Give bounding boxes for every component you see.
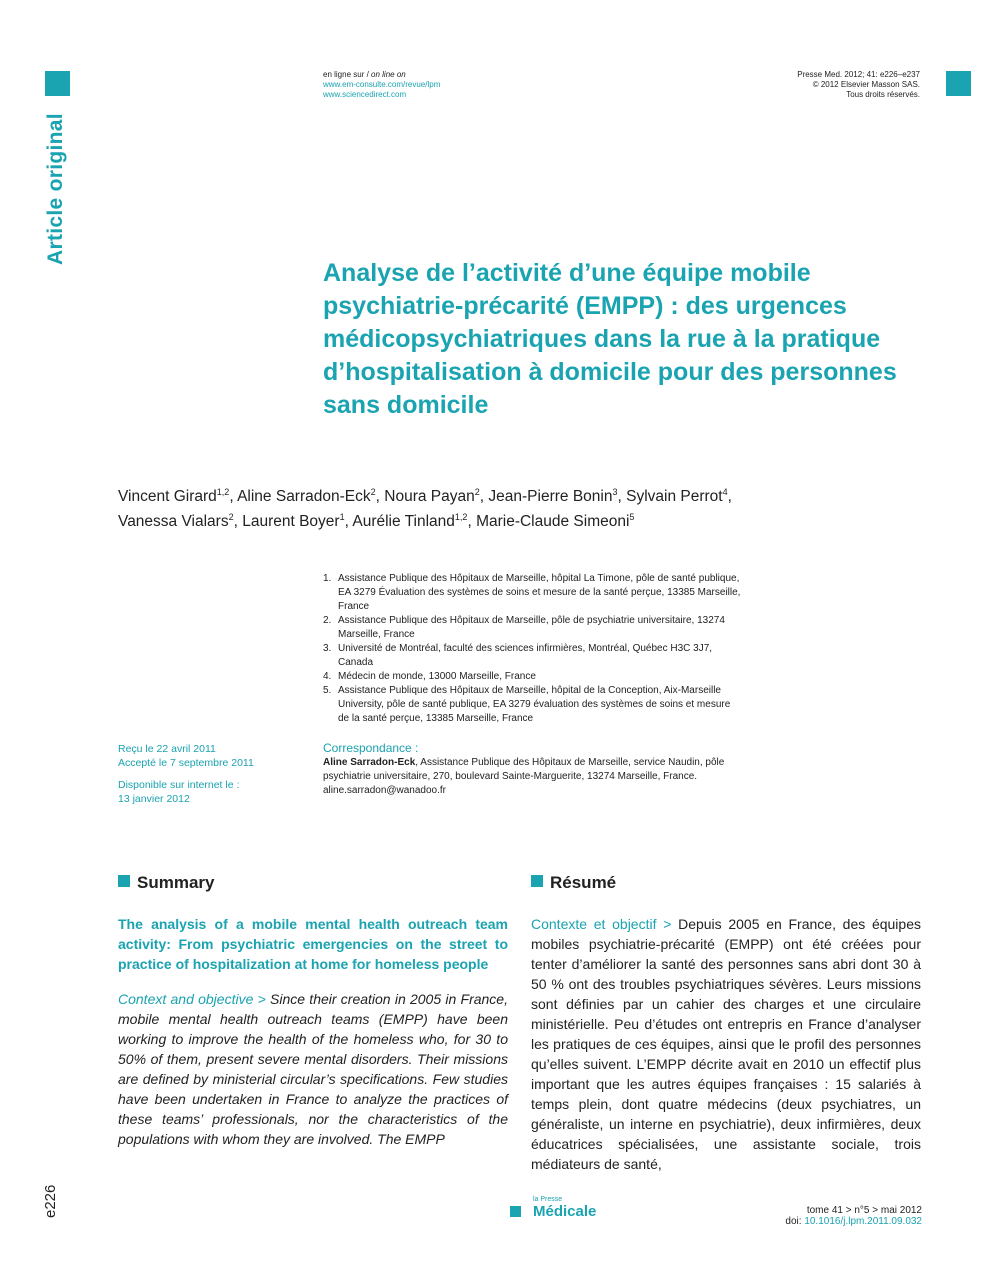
- author: Aline Sarradon-Eck$^2$,: [237, 487, 385, 505]
- affiliation-item: 3. Université de Montréal, faculté des sciences infirmières, Montréal, Québec H3C 3J7, Canada: [323, 643, 713, 668]
- summary-body: Context and objective > Since their creation in 2005 in France, mobile mental health outreach teams (EMPP) have been working to improve the health of the homeless who, for 30 to 50% of them, present severe mental disorders. Their missions are defined by ministerial circular’s specifications. Few studies have been undertaken in France to analyze the practices of these teams’ professionals, nor the characteristics of the populations with whom they are involved. The EMPP: [118, 991, 508, 1147]
- footer-reference: tome 41 > n°5 > mai 2012 doi: 10.1016/j.lpm.2011.09.032: [785, 1205, 922, 1227]
- author: Aurélie Tinland$^{1,2}$,: [352, 512, 477, 530]
- corner-square-right: [946, 71, 971, 96]
- issue-info: tome 41 > n°5 > mai 2012: [806, 1205, 922, 1216]
- em-consulte-link[interactable]: www.em-consulte.com/revue/lpm: [323, 80, 441, 89]
- author: Jean-Pierre Bonin$^3$,: [488, 487, 627, 505]
- accepted-date: Accepté le 7 septembre 2011: [118, 757, 254, 769]
- journal-reference: Presse Med. 2012; 41: e226–e237 © 2012 Elsevier Masson SAS. Tous droits réservés.: [797, 70, 920, 99]
- article-dates: [118, 742, 298, 806]
- author: Vincent Girard$^{1,2}$,: [118, 487, 238, 505]
- affiliation-item: 4. Médecin de monde, 13000 Marseille, France: [323, 671, 536, 682]
- author: Sylvain Perrot$^4$,: [626, 487, 732, 505]
- affiliation-list: [323, 572, 743, 726]
- logo-square: [510, 1206, 521, 1217]
- heading-square: [531, 875, 543, 887]
- author: Laurent Boyer$^1$,: [242, 512, 353, 530]
- received-date: Reçu le 22 avril 2011: [118, 743, 216, 755]
- correspondence-heading: Correspondance :: [323, 741, 419, 755]
- page-number: e226: [42, 1184, 59, 1218]
- online-date: 13 janvier 2012: [118, 793, 190, 805]
- correspondence-block: [323, 741, 743, 798]
- correspondent-email[interactable]: aline.sarradon@wanadoo.fr: [323, 785, 447, 796]
- affiliation-item: 1. Assistance Publique des Hôpitaux de Marseille, hôpital La Timone, pôle de santé publique, EA 3279 Évaluation des systèmes de soins et mesure de la santé perçue, 13385 Marseille, France: [323, 573, 741, 612]
- doi-link[interactable]: 10.1016/j.lpm.2011.09.032: [804, 1216, 922, 1227]
- correspondent-name: Aline Sarradon-Eck: [323, 757, 416, 768]
- author: Marie-Claude Simeoni$^5$: [476, 512, 635, 530]
- summary-heading: Summary: [118, 873, 214, 893]
- correspondent-address: , Assistance Publique des Hôpitaux de Marseille, service Naudin, pôle psychiatrie universitaire, 270, boulevard Sainte-Marguerite, 13274 Marseille, France.: [323, 757, 725, 782]
- summary-lead: Context and objective >: [118, 991, 271, 1007]
- author: Vanessa Vialars$^2$,: [118, 512, 243, 530]
- journal-logo: la Presse Médicale: [510, 1196, 596, 1220]
- summary-english-title: The analysis of a mobile mental health outreach team activity: From psychiatric emergencies on the street to practice of hospitalization at home for homeless people: [118, 916, 508, 972]
- resume-body: Contexte et objectif > Depuis 2005 en France, des équipes mobiles psychiatrie-précarité (EMPP) ont été créées pour tenter d’améliorer la santé des personnes sans abri dont 30 à 50 % ont des troubles psychiatriques sévères. Leurs missions sont définies par un cahier des charges et une circulaire ministérielle. Peu d’études ont entrepris en France d’analyser les pratiques de ces équipes, ainsi que le profil des personnes qu’elles suivent. L’EMPP décrite avait en 2010 un effectif plus important que les autres équipes françaises : 15 salariés à temps plein, dont quatre médecins (deux psychiatres, un généraliste, un interne en psychiatrie), deux infirmières, deux éducatrices spécialisées, une assistante sociale, trois médiateurs de santé,: [531, 916, 921, 1172]
- corner-square-left: [45, 71, 70, 96]
- resume-lead: Contexte et objectif >: [531, 916, 679, 932]
- resume-heading: Résumé: [531, 873, 616, 893]
- affiliation-item: 2. Assistance Publique des Hôpitaux de Marseille, pôle de psychiatrie universitaire, 13274 Marseille, France: [323, 615, 725, 640]
- sciencedirect-link[interactable]: www.sciencedirect.com: [323, 90, 407, 99]
- online-date-label: Disponible sur internet le :: [118, 779, 240, 791]
- article-type-label: Article original: [44, 113, 67, 265]
- author-list: [118, 482, 878, 532]
- author: Noura Payan$^2$,: [384, 487, 489, 505]
- affiliation-item: 5. Assistance Publique des Hôpitaux de Marseille, hôpital de la Conception, Aix-Marseille University, pôle de santé publique, EA 3279 évaluation des systèmes de soins et mesure de la santé perçue, 13385 Marseille, France: [323, 685, 731, 724]
- article-title: Analyse de l’activité d’une équipe mobile psychiatrie-précarité (EMPP) : des urgences médicopsychiatriques dans la rue à la pratique d’hospitalisation à domicile pour des personnes sans domicile: [323, 259, 897, 419]
- heading-square: [118, 875, 130, 887]
- online-availability: en ligne sur / on line on www.em-consulte.com/revue/lpm www.sciencedirect.com: [323, 70, 441, 99]
